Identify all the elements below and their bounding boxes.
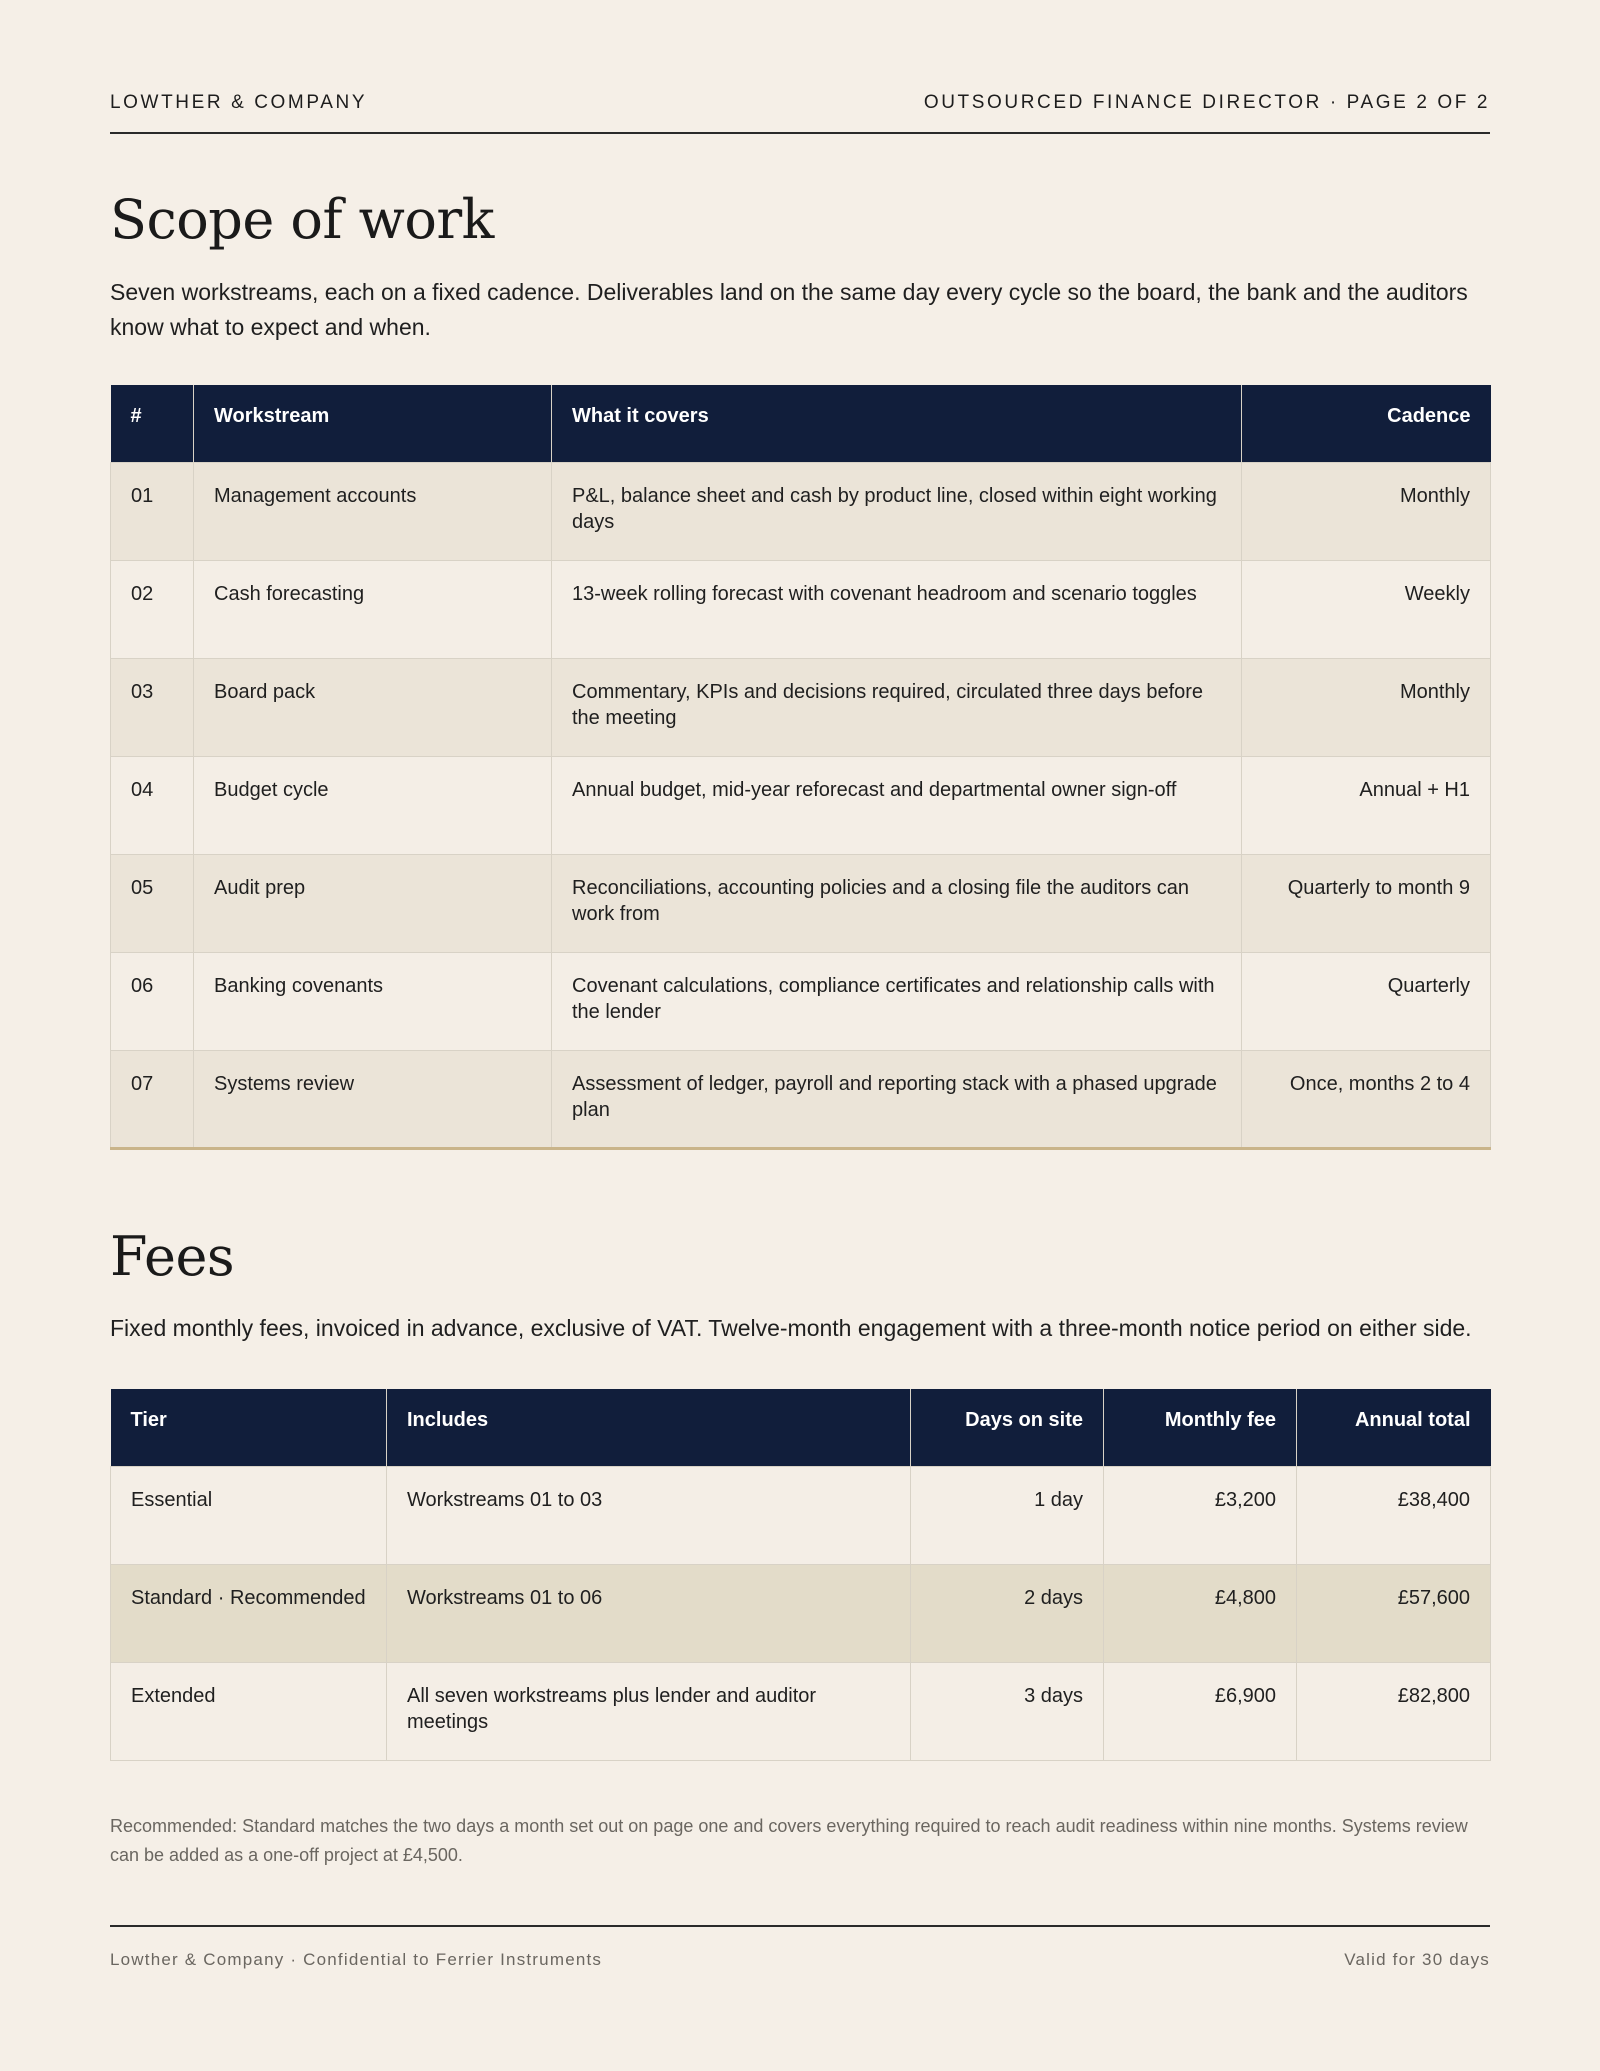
workstream-description: 13-week rolling forecast with covenant headroom and scenario toggles [552, 560, 1242, 658]
row-number: 01 [111, 462, 194, 560]
footer-divider [110, 1925, 1490, 1927]
scope-table [110, 385, 1491, 1150]
workstream-description: Commentary, KPIs and decisions required, circulated three days before the meeting [552, 658, 1242, 756]
table-row-recommended [111, 1564, 1491, 1662]
tier-days: 2 days [911, 1564, 1104, 1662]
row-number: 02 [111, 560, 194, 658]
table-row [111, 462, 1491, 560]
workstream-cadence: Annual + H1 [1242, 756, 1491, 854]
scope-intro: Seven workstreams, each on a fixed cadence. Deliverables land on the same day every cycle so the board, the bank and the auditors know what to expect and when. [110, 279, 1468, 340]
workstream-description: Covenant calculations, compliance certificates and relationship calls with the lender [552, 952, 1242, 1050]
footer-confidentiality: Lowther & Company · Confidential to Ferrier Instruments [110, 1950, 603, 1969]
workstream-name: Management accounts [194, 462, 552, 560]
column-header-number: # [111, 385, 194, 462]
table-row [111, 854, 1491, 952]
column-header-cadence: Cadence [1242, 385, 1491, 462]
footer-validity: Valid for 30 days [1344, 1950, 1490, 1969]
row-number: 03 [111, 658, 194, 756]
table-row [111, 952, 1491, 1050]
workstream-name: Banking covenants [194, 952, 552, 1050]
table-row [111, 1050, 1491, 1148]
scope-title: Scope of work [110, 188, 494, 251]
table-row [111, 1466, 1491, 1564]
workstream-name: Audit prep [194, 854, 552, 952]
workstream-name: Board pack [194, 658, 552, 756]
tier-monthly-fee: £3,200 [1104, 1466, 1297, 1564]
tier-name: Essential [111, 1466, 387, 1564]
workstream-cadence: Weekly [1242, 560, 1491, 658]
column-header-workstream: Workstream [194, 385, 552, 462]
column-header-days: Days on site [911, 1389, 1104, 1466]
fees-table-header [111, 1389, 1491, 1466]
workstream-description: Reconciliations, accounting policies and a closing file the auditors can work from [552, 854, 1242, 952]
tier-includes: Workstreams 01 to 03 [387, 1466, 911, 1564]
row-number: 06 [111, 952, 194, 1050]
table-row [111, 756, 1491, 854]
workstream-cadence: Monthly [1242, 462, 1491, 560]
workstream-description: P&L, balance sheet and cash by product line, closed within eight working days [552, 462, 1242, 560]
fees-table [110, 1389, 1491, 1761]
tier-monthly-fee: £4,800 [1104, 1564, 1297, 1662]
tier-annual-total: £82,800 [1297, 1662, 1491, 1760]
tier-annual-total: £57,600 [1297, 1564, 1491, 1662]
workstream-cadence: Quarterly [1242, 952, 1491, 1050]
column-header-monthly-fee: Monthly fee [1104, 1389, 1297, 1466]
tier-name: Standard · Recommended [111, 1564, 387, 1662]
tier-name: Extended [111, 1662, 387, 1760]
table-row [111, 1662, 1491, 1760]
tier-includes: Workstreams 01 to 06 [387, 1564, 911, 1662]
table-row [111, 560, 1491, 658]
tier-days: 1 day [911, 1466, 1104, 1564]
document-label: OUTSOURCED FINANCE DIRECTOR · PAGE 2 OF 2 [923, 92, 1490, 113]
workstream-description: Annual budget, mid-year reforecast and departmental owner sign-off [552, 756, 1242, 854]
table-row [111, 658, 1491, 756]
tier-annual-total: £38,400 [1297, 1466, 1491, 1564]
tier-includes: All seven workstreams plus lender and auditor meetings [387, 1662, 911, 1760]
column-header-annual-total: Annual total [1297, 1389, 1491, 1466]
workstream-name: Cash forecasting [194, 560, 552, 658]
workstream-name: Systems review [194, 1050, 552, 1148]
tier-monthly-fee: £6,900 [1104, 1662, 1297, 1760]
workstream-name: Budget cycle [194, 756, 552, 854]
row-number: 07 [111, 1050, 194, 1148]
tier-days: 3 days [911, 1662, 1104, 1760]
workstream-description: Assessment of ledger, payroll and reporting stack with a phased upgrade plan [552, 1050, 1242, 1148]
fees-title: Fees [110, 1225, 235, 1288]
page-footer [110, 1950, 1490, 1970]
page-header [110, 92, 1490, 114]
fees-intro: Fixed monthly fees, invoiced in advance, exclusive of VAT. Twelve-month engagement with a three-month notice period on either side. [110, 1315, 1472, 1341]
row-number: 05 [111, 854, 194, 952]
workstream-cadence: Monthly [1242, 658, 1491, 756]
header-divider [110, 132, 1490, 134]
column-header-covers: What it covers [552, 385, 1242, 462]
company-name: LOWTHER & COMPANY [110, 92, 368, 113]
column-header-includes: Includes [387, 1389, 911, 1466]
row-number: 04 [111, 756, 194, 854]
column-header-tier: Tier [111, 1389, 387, 1466]
scope-table-header [111, 385, 1491, 462]
workstream-cadence: Once, months 2 to 4 [1242, 1050, 1491, 1148]
workstream-cadence: Quarterly to month 9 [1242, 854, 1491, 952]
fees-note: Recommended: Standard matches the two days a month set out on page one and covers everything required to reach audit readiness within nine months. Systems review can be added as a one-off project at £4,500. [110, 1816, 1468, 1865]
